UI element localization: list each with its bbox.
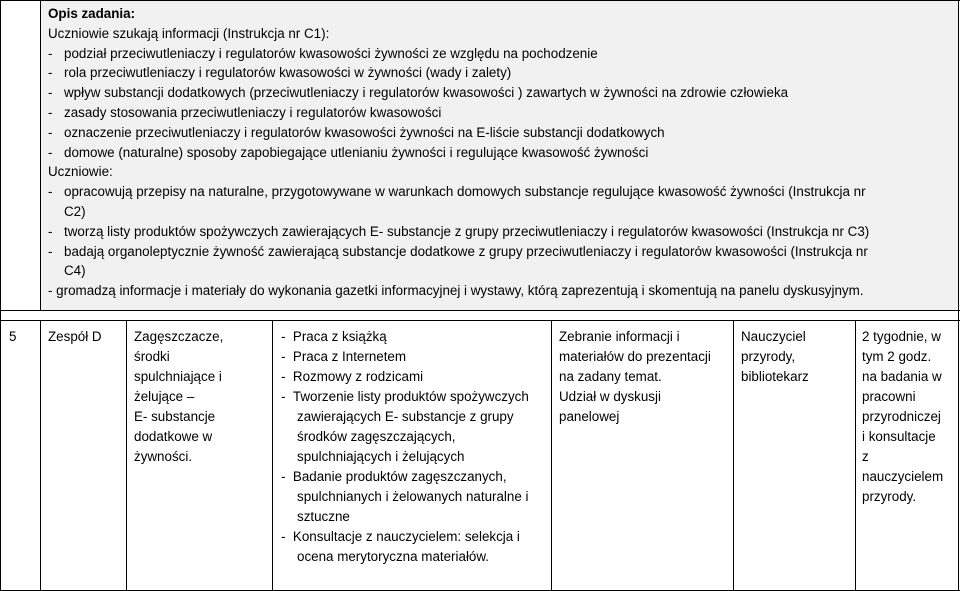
list-item: - rola przeciwutleniaczy i regulatorów kwasowości w żywności (wady i zalety) <box>48 65 512 81</box>
table-border <box>0 310 960 311</box>
table-border <box>855 320 856 591</box>
time-cell: 2 tygodnie, w tym 2 godz. na badania w pracowni przyrodniczej i konsultacje z nauczycielem przyrody. <box>862 329 944 504</box>
list-item: - Praca z książką <box>281 329 387 344</box>
task-description <box>48 4 953 301</box>
list-item-continuation: C2) <box>64 203 86 219</box>
list-item: - Konsultacje z nauczycielem: selekcja i ocena merytoryczna materiałów. <box>281 529 520 564</box>
list-item: - oznaczenie przeciwutleniaczy i regulatorów kwasowości żywności na E-liście substancji dodatkowych <box>48 124 665 140</box>
table-border <box>551 320 552 591</box>
table-border <box>0 0 1 591</box>
table-border <box>0 0 960 1</box>
list-item: - badają organoleptycznie żywność zawierającą substancje dodatkowe z grupy przeciwutleniaczy i regulatorów kwasowości (Instrukcja nr <box>48 243 868 259</box>
table-border <box>40 0 41 310</box>
list-item: - domowe (naturalne) sposoby zapobiegające utlenianiu żywności i regulujące kwasowość żywności <box>48 144 649 160</box>
list-item: - Tworzenie listy produktów spożywczych zawierających E- substancje z grupy środków zagęszczających, spulchniających i żelujących <box>281 389 529 464</box>
list-item: - Badanie produktów zagęszczanych, spulchnianych i żelowanych naturalne i sztuczne <box>281 469 529 524</box>
list-item-continuation: C4) <box>64 263 86 279</box>
team-name: Zespół D <box>48 329 102 344</box>
result-cell: Zebranie informacji i materiałów do prezentacji na zadany temat. Udział w dyskusji panelowej <box>559 329 711 424</box>
list-item: - gromadzą informacje i materiały do wykonania gazetki informacyjnej i wystawy, którą zaprezentują i skomentują na panelu dyskusyjnym. <box>48 283 864 299</box>
table-border <box>958 0 959 591</box>
list-item: - Rozmowy z rodzicami <box>281 369 424 384</box>
list-item: - wpływ substancji dodatkowych (przeciwutleniaczy i regulatorów kwasowości ) zawartych w żywności na zdrowie człowieka <box>48 85 789 101</box>
topic-cell: Zagęszczacze, środki spulchniające i żelujące – E- substancje dodatkowe w żywności. <box>134 329 224 464</box>
row-number: 5 <box>9 329 17 344</box>
table-border <box>272 320 273 591</box>
table-border <box>126 320 127 591</box>
list-item: - tworzą listy produktów spożywczych zawierających E- substancje z grupy przeciwutleniaczy i regulatorów kwasowości (Instrukcja nr C3) <box>48 223 870 239</box>
description-title: Opis zadania: <box>48 6 136 21</box>
list-item: - Praca z Internetem <box>281 349 407 364</box>
table-border <box>733 320 734 591</box>
students-heading: Uczniowie: <box>48 164 113 180</box>
people-cell: Nauczyciel przyrody, bibliotekarz <box>741 329 809 384</box>
table-border <box>40 320 41 591</box>
methods-cell <box>281 327 547 567</box>
list-item: - zasady stosowania przeciwutleniaczy i regulatorów kwasowości <box>48 104 442 120</box>
table-border <box>0 320 960 321</box>
description-intro: Uczniowie szukają informacji (Instrukcja nr C1): <box>48 25 330 41</box>
list-item: - opracowują przepisy na naturalne, przygotowywane w warunkach domowych substancje regulujące kwasowość żywności (Instrukcja nr <box>48 184 866 200</box>
list-item: - podział przeciwutleniaczy i regulatorów kwasowości żywności ze względu na pochodzenie <box>48 45 598 61</box>
